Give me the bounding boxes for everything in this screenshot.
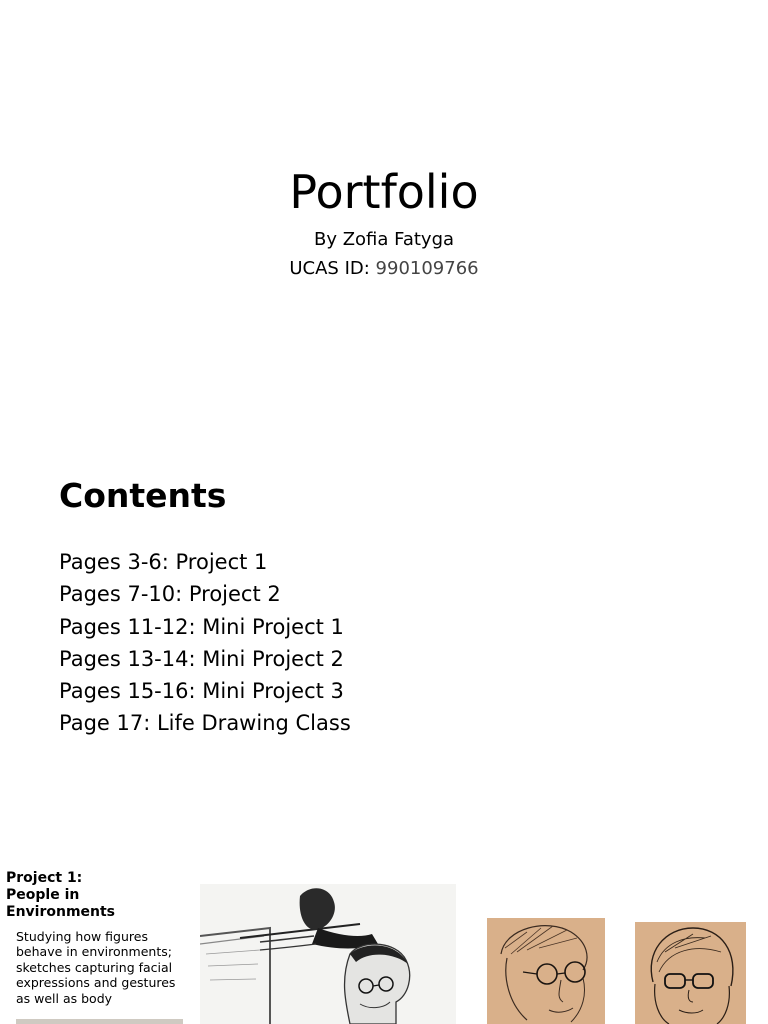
sketch-lines	[635, 922, 746, 1024]
ucas-label: UCAS ID:	[289, 258, 370, 279]
contents-item: Pages 13-14: Mini Project 2	[59, 646, 344, 671]
sketch-lines	[200, 884, 456, 1024]
contents-item: Page 17: Life Drawing Class	[59, 711, 351, 736]
ucas-value: 990109766	[375, 258, 479, 279]
portrait-glasses-woman	[635, 922, 746, 1024]
project-title: Project 1: People in Environments	[6, 870, 116, 920]
contents-item: Pages 15-16: Mini Project 3	[59, 679, 344, 704]
contents-item: Pages 11-12: Mini Project 1	[59, 614, 344, 639]
contents-heading: Contents	[59, 476, 227, 515]
contents-list	[59, 546, 351, 740]
cover-title: Portfolio	[289, 165, 479, 219]
contents-item: Pages 7-10: Project 2	[59, 582, 281, 607]
thumbnail-strip	[16, 1019, 183, 1024]
sketch-lines	[487, 918, 605, 1024]
contents-item: Pages 3-6: Project 1	[59, 550, 268, 574]
portrait-glasses-man	[487, 918, 605, 1024]
pool-players-drawing	[200, 884, 456, 1024]
cover-ucas-id	[0, 257, 768, 281]
cover-author: By Zofia Fatyga	[313, 229, 455, 250]
project-description: Studying how figures behave in environments; sketches capturing facial expressions and gestures as well as body	[16, 929, 176, 1006]
